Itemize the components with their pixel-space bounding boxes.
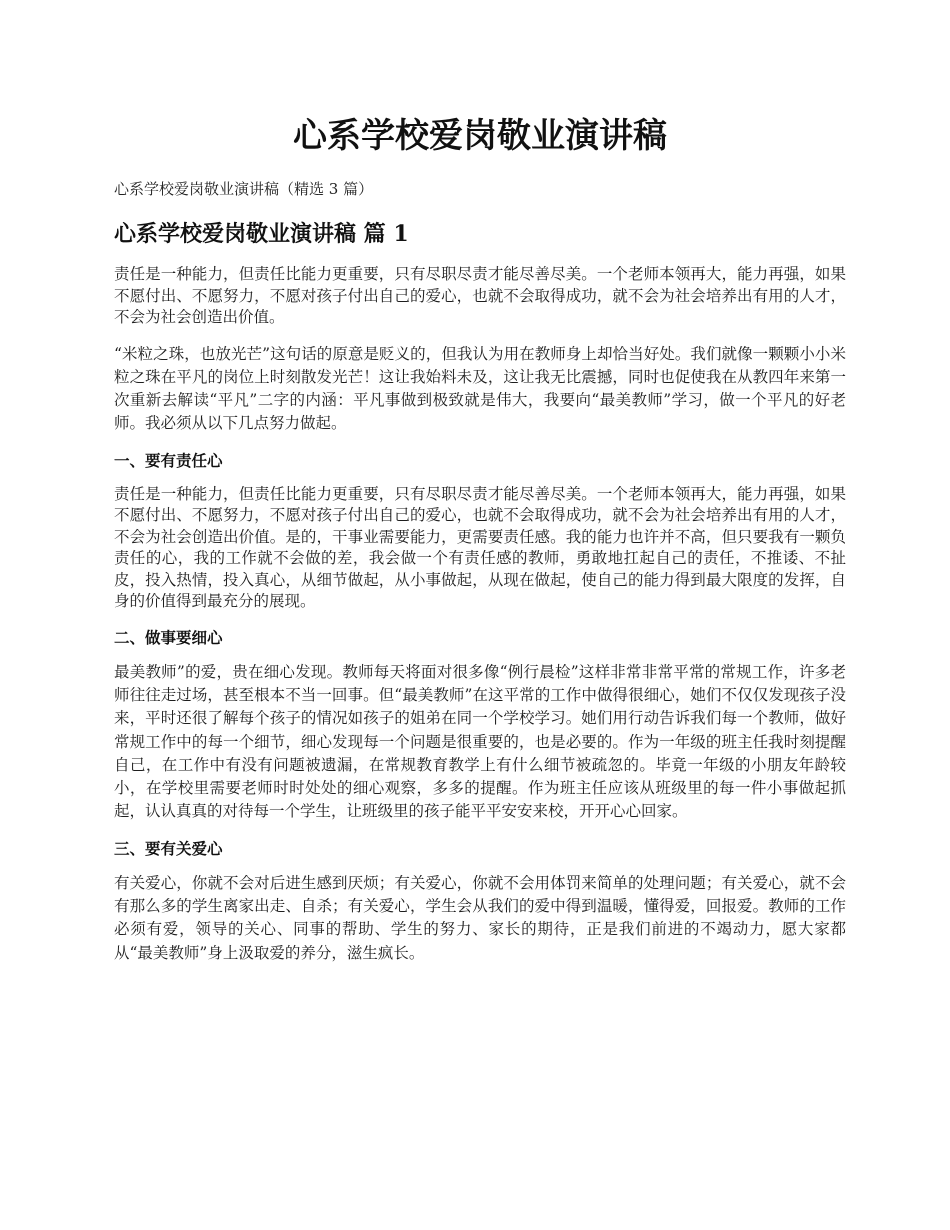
document-title: 心系学校爱岗敬业演讲稿 <box>293 116 667 156</box>
heading-responsibility: 一、要有责任心 <box>114 450 223 470</box>
paragraph-careful: 最美教师”的爱，贵在细心发现。教师每天将面对很多像“例行晨检”这样非常非常平常的常规工作，许多老师往往走过场，甚至根本不当一回事。但“最美教师”在这平常的工作中做得很细心，她们不仅仅发现孩子没来，平时还很了解每个孩子的情况如孩子的姐弟在同一个学校学习。她们用行动告诉我们每一个教师，做好常规工作中的每一个细节，细心发现每一个问题是很重要的，也是必要的。作为一年级的班主任我时刻提醒自己，在工作中有没有问题被遗漏，在常规教育教学上有什么细节被疏忽的。毕竟一年级的小朋友年龄较小，在学校里需要老师时时处处的细心观察，多多的提醒。作为班主任应该从班级里的每一件小事做起抓起，认认真真的对待每一个学生，让班级里的孩子能平平安安来校，开开心心回家。 <box>114 662 846 821</box>
paragraph-responsibility: 责任是一种能力，但责任比能力更重要，只有尽职尽责才能尽善尽美。一个老师本领再大，能力再强，如果不愿付出、不愿努力，不愿对孩子付出自己的爱心，也就不会取得成功，就不会为社会培养出有用的人才，不会为社会创造出价值。是的，干事业需要能力，更需要责任感。我的能力也许并不高，但只要我有一颗负责任的心，我的工作就不会做的差，我会做一个有责任感的教师，勇敢地扛起自己的责任，不推诿、不扯皮，投入热情，投入真心，从细节做起，从小事做起，从现在做起，使自己的能力得到最大限度的发挥，自身的价值得到最充分的展现。 <box>114 484 846 611</box>
heading-love: 三、要有关爱心 <box>114 838 223 858</box>
document-subtitle: 心系学校爱岗敬业演讲稿（精选 3 篇） <box>114 180 374 198</box>
paragraph-intro: 责任是一种能力，但责任比能力更重要，只有尽职尽责才能尽善尽美。一个老师本领再大，能力再强，如果不愿付出、不愿努力，不愿对孩子付出自己的爱心，也就不会取得成功，就不会为社会培养出有用的人才，不会为社会创造出价值。 <box>114 265 846 326</box>
heading-careful: 二、做事要细心 <box>114 627 223 647</box>
paragraph-rice-pearl: “米粒之珠，也放光芒”这句话的原意是贬义的，但我认为用在教师身上却恰当好处。我们就像一颗颗小小米粒之珠在平凡的岗位上时刻散发光芒！这让我始料未及，这让我无比震撼，同时也促使我在从教四年来第一次重新去解读“平凡”二字的内涵：平凡事做到极致就是伟大，我要向“最美教师”学习，做一个平凡的好老师。我必须从以下几点努力做起。 <box>114 344 846 433</box>
paragraph-love: 有关爱心，你就不会对后进生感到厌烦；有关爱心，你就不会用体罚来简单的处理问题；有关爱心，就不会有那么多的学生离家出走、自杀；有关爱心，学生会从我们的爱中得到温暖，懂得爱，回报爱。教师的工作必须有爱，领导的关心、同事的帮助、学生的努力、家长的期待，正是我们前进的不竭动力，愿大家都从“最美教师”身上汲取爱的养分，滋生疯长。 <box>114 873 846 962</box>
document-page <box>114 108 846 965</box>
section-title: 心系学校爱岗敬业演讲稿 篇 1 <box>114 221 409 247</box>
